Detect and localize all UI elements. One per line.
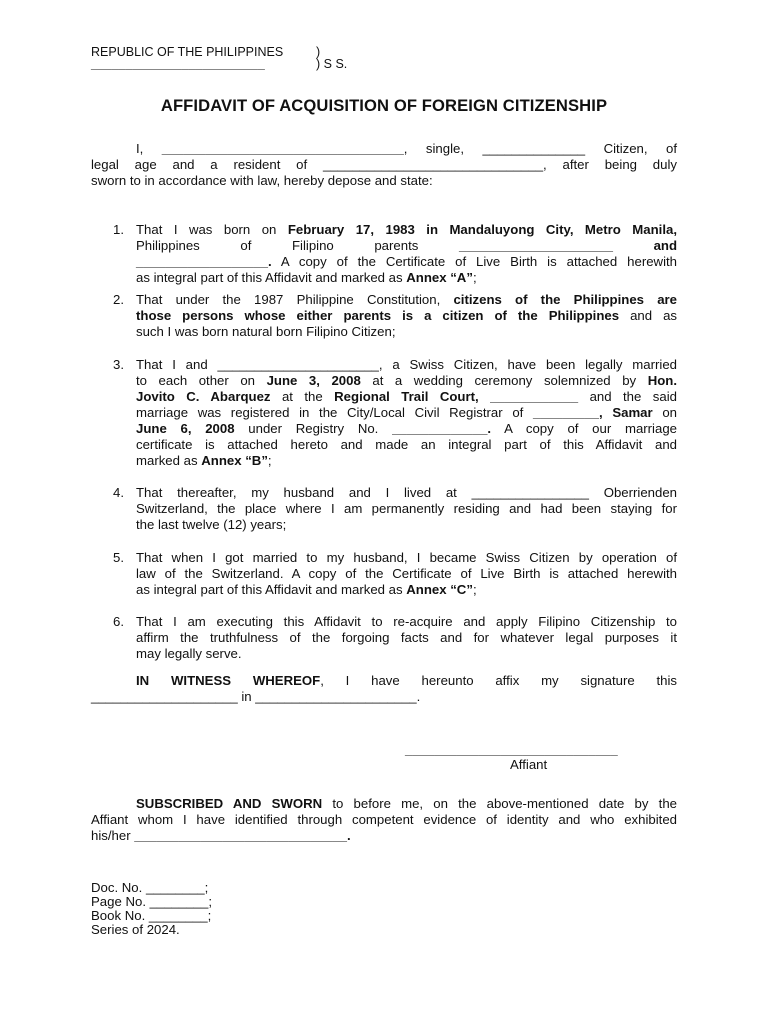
- jurat-paragraph: SUBSCRIBED AND SWORN to before me, on the above-mentioned date by the Affiant whom I have identified through competent evidence of identity and who exhibited his/her _____________________________.: [91, 796, 677, 843]
- item-number: 2.: [113, 292, 124, 307]
- page-number: Page No. ________;: [91, 894, 212, 909]
- page-title: AFFIDAVIT OF ACQUISITION OF FOREIGN CITIZENSHIP: [160, 96, 608, 115]
- list-item-2: That under the 1987 Philippine Constitution, citizens of the Philippines are those persons whose either parents is a citizen of the Philippines and as such I was born natural born Filipino Citizen;: [136, 292, 678, 339]
- signature-line: _____________________________: [405, 742, 618, 757]
- header-republic: REPUBLIC OF THE PHILIPPINES ): [91, 45, 321, 59]
- affiant-label: Affiant: [510, 757, 548, 772]
- header-ss: _________________________ ) S S.: [91, 57, 348, 71]
- notarial-block: [91, 881, 212, 937]
- book-number: Book No. ________;: [91, 908, 212, 923]
- item-number: 1.: [113, 222, 124, 237]
- list-item-3: That I and ______________________, a Swiss Citizen, have been legally married to each other on June 3, 2008 at a wedding ceremony solemnized by Hon. Jovito C. Abarquez at the Regional Trail Court, ____________ and the said marriage was registered in the City/Local Civil Registrar of _________, Samar on June 6, 2008 under Registry No. _____________. A copy of our marriage certificate is attached hereto and made an integral part of this Affidavit and marked as Annex “B”;: [136, 357, 678, 468]
- item-number: 3.: [113, 357, 124, 372]
- list-item-4: That thereafter, my husband and I lived at ________________ Oberrienden Switzerland, the place where I am permanently residing and had been staying for the last twelve (12) years;: [136, 485, 677, 532]
- list-item-6: That I am executing this Affidavit to re-acquire and apply Filipino Citizenship to affirm the truthfulness of the forgoing facts and for whatever legal purposes it may legally serve.: [136, 614, 677, 661]
- item-number: 6.: [113, 614, 124, 629]
- list-item-1: That I was born on February 17, 1983 in Mandaluyong City, Metro Manila, Philippines of Filipino parents _____________________ and __________________. A copy of the Certificate of Live Birth is attached herewith as integral part of this Affidavit and marked as Annex “A”;: [136, 222, 678, 285]
- intro-paragraph: I, _________________________________, single, ______________ Citizen, of legal age and a resident of ______________________________, after being duly sworn to in accordance with law, hereby depose and state:: [91, 141, 677, 188]
- series-year: Series of 2024.: [91, 922, 180, 937]
- witness-paragraph: IN WITNESS WHEREOF, I have hereunto affix my signature this ____________________ in ______________________.: [91, 673, 677, 704]
- item-number: 4.: [113, 485, 124, 500]
- item-number: 5.: [113, 550, 124, 565]
- doc-number: Doc. No. ________;: [91, 880, 209, 895]
- list-item-5: That when I got married to my husband, I became Swiss Citizen by operation of law of the Switzerland. A copy of the Certificate of Live Birth is attached herewith as integral part of this Affidavit and marked as Annex “C”;: [136, 550, 677, 597]
